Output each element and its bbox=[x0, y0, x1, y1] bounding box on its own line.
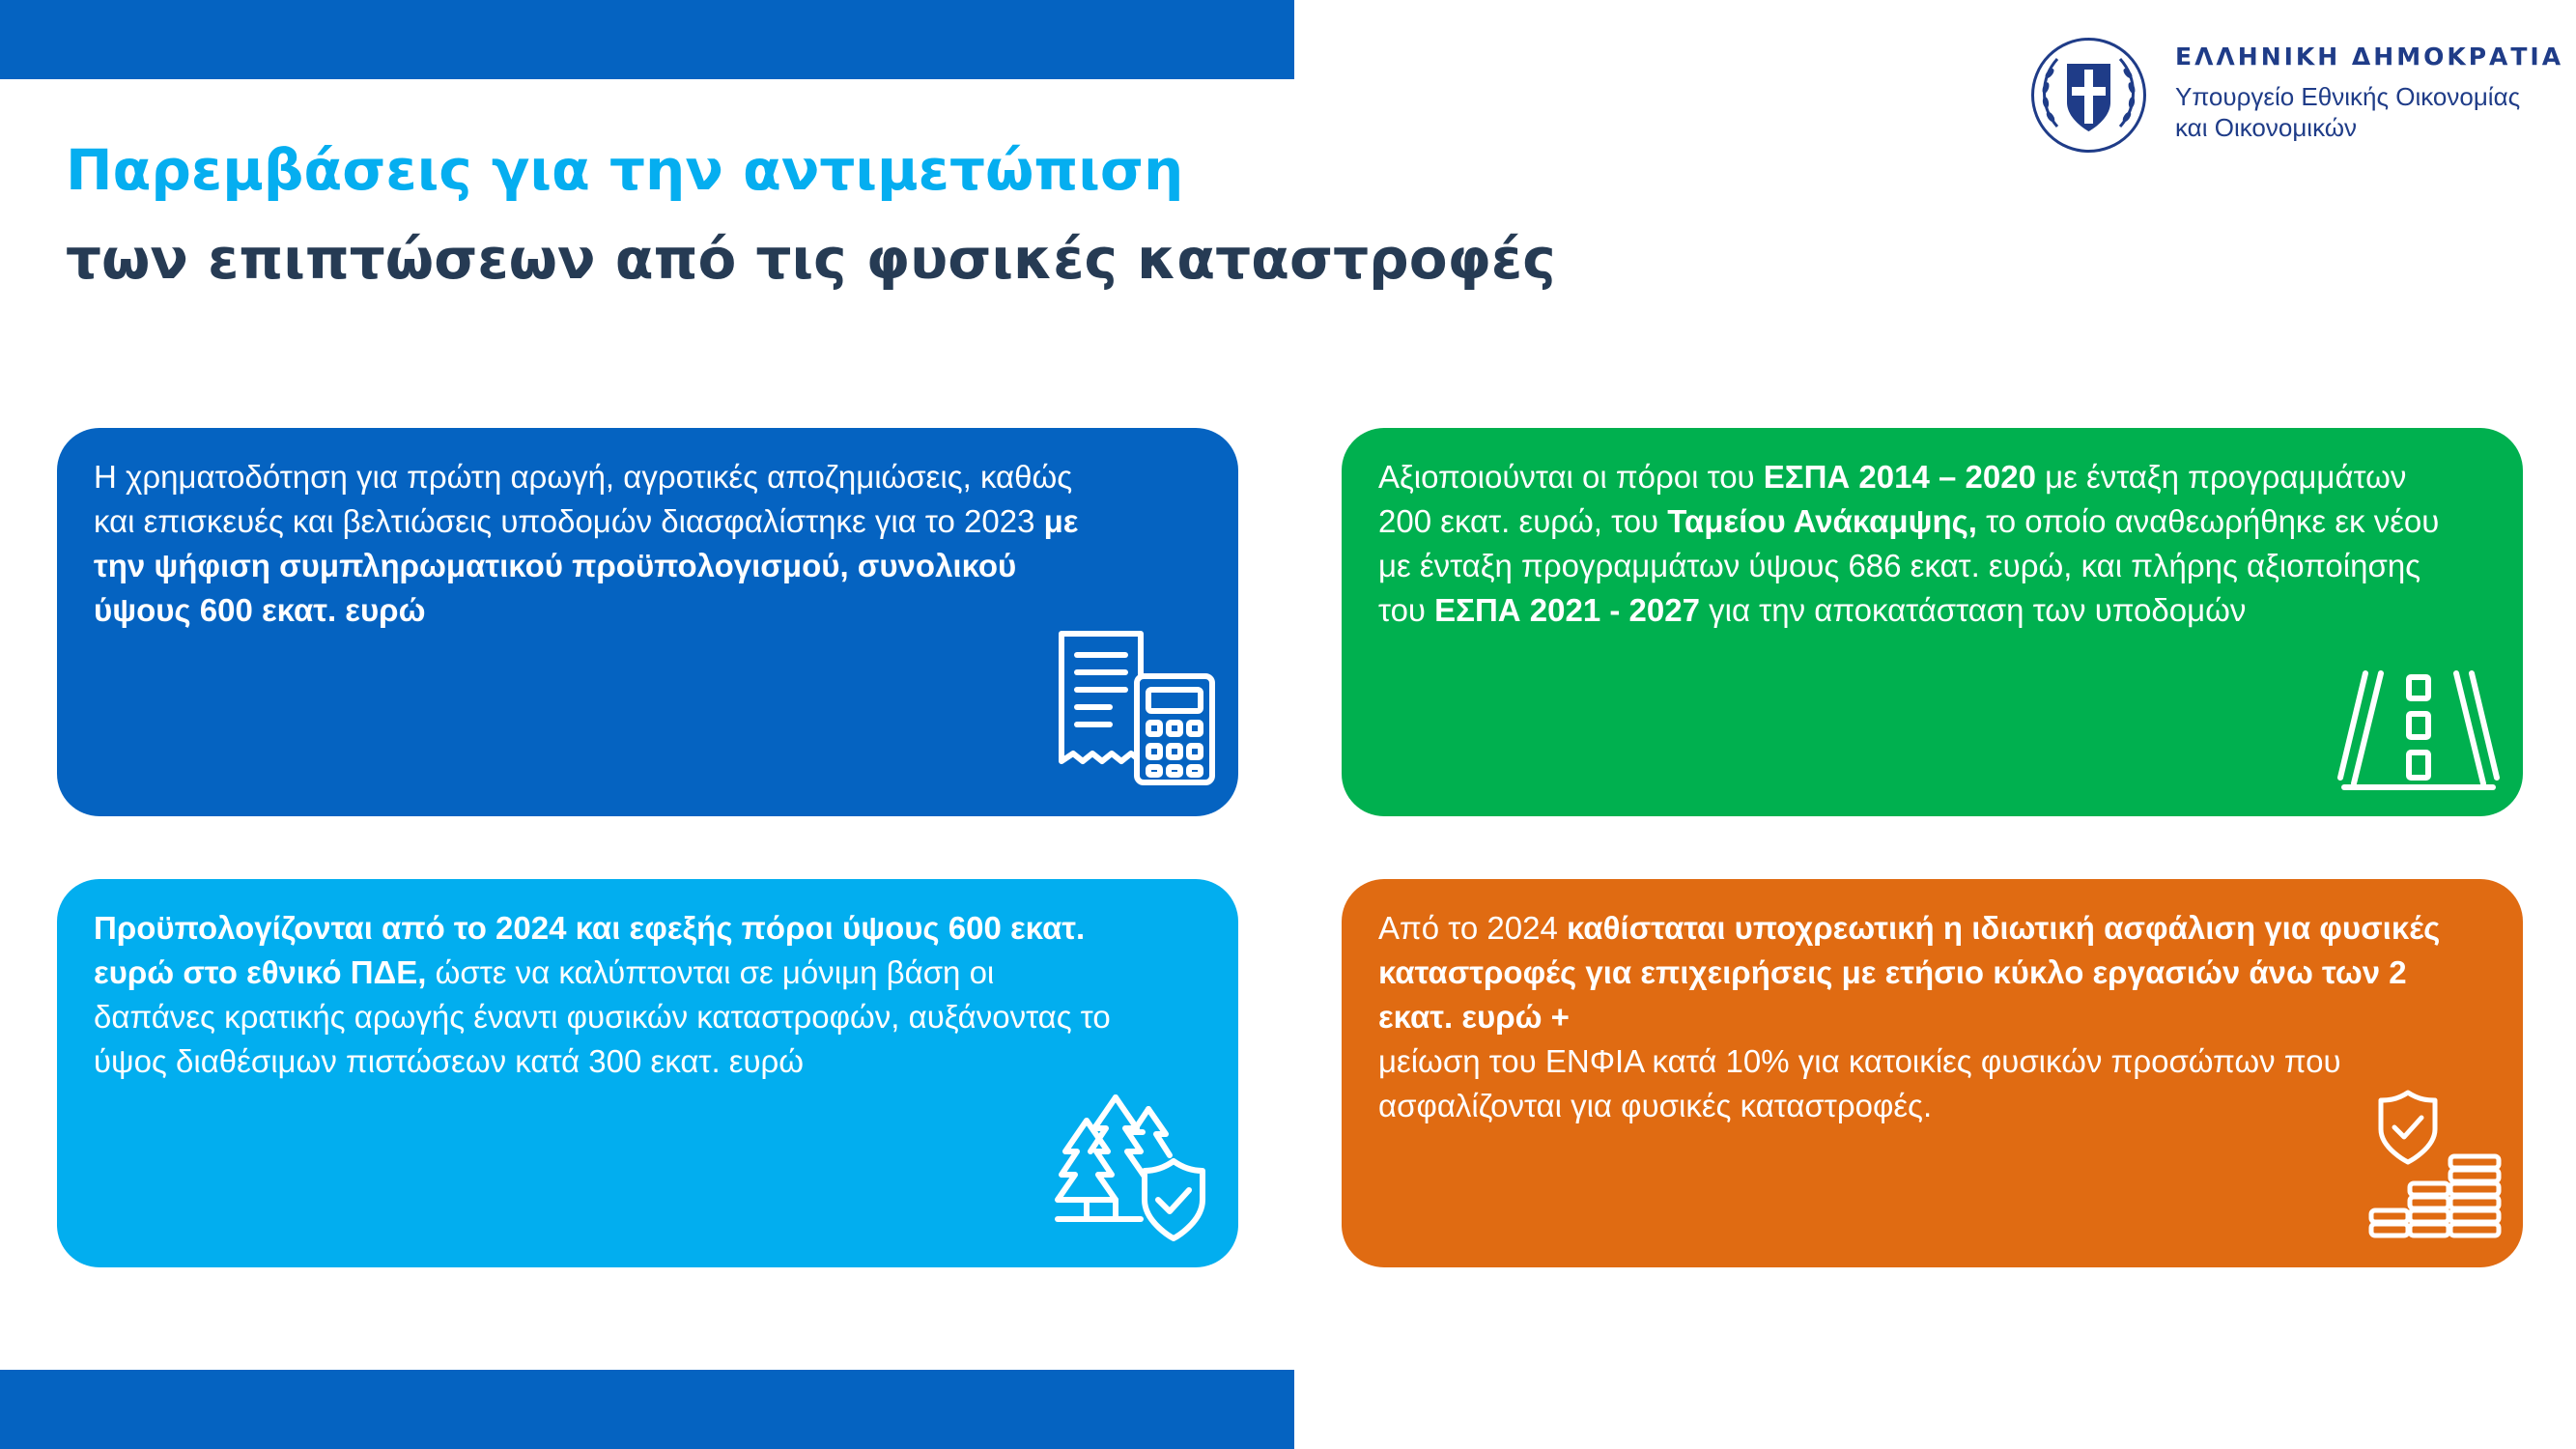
card-text-regular: Από το 2024 bbox=[1378, 910, 1567, 946]
road-icon bbox=[2336, 669, 2501, 795]
card-text-regular: για την αποκατάσταση των υποδομών bbox=[1699, 592, 2247, 628]
card-private-insurance bbox=[1342, 879, 2523, 1267]
card-text-bold: Ταμείου Ανάκαμψης, bbox=[1667, 503, 1977, 539]
card-text-bold: καθίσταται υποχρεωτική η ιδιωτική ασφάλιση για φυσικές καταστροφές για επιχειρήσεις με ετήσιο κύκλο εργασιών άνω των 2 εκατ. ευρώ + bbox=[1378, 910, 2441, 1035]
card-text-regular: το οποίο αναθεωρήθηκε εκ νέου με ένταξη προγραμμάτων ύψους 686 εκατ. ευρώ, και πλήρης αξιοποίησης του bbox=[1378, 503, 2440, 628]
card-text bbox=[1378, 906, 2460, 1128]
page-title bbox=[66, 126, 1556, 303]
title-line-1: Παρεμβάσεις για την αντιμετώπιση bbox=[66, 137, 1184, 203]
document-calculator-icon bbox=[1052, 626, 1221, 790]
card-text-bold: ΕΣΠΑ 2021 - 2027 bbox=[1434, 592, 1700, 628]
card-text-bold: Προϋπολογίζονται από το 2024 και εφεξής πόροι ύψους 600 εκατ. ευρώ στο εθνικό ΠΔΕ, bbox=[94, 910, 1086, 990]
top-accent-bar bbox=[0, 0, 1294, 79]
card-text bbox=[1378, 455, 2460, 633]
card-text-regular: ώστε να καλύπτονται σε μόνιμη βάση οι δαπάνες κρατικής αρωγής έναντι φυσικών καταστροφών, αυξάνοντας το ύψος διαθέσιμων πιστώσεων κατά 300 εκατ. ευρώ bbox=[94, 954, 1111, 1079]
card-text bbox=[94, 906, 1118, 1084]
greek-emblem-icon bbox=[2028, 35, 2149, 156]
card-supplementary-budget bbox=[57, 428, 1238, 816]
card-text bbox=[94, 455, 1118, 633]
card-text-regular: μείωση του ΕΝΦΙΑ κατά 10% για κατοικίες φυσικών προσώπων που ασφαλίζονται για φυσικές καταστροφές. bbox=[1378, 1043, 2341, 1123]
shield-coins-icon bbox=[2365, 1087, 2510, 1246]
card-espa-funds bbox=[1342, 428, 2523, 816]
card-text-bold: με την ψήφιση συμπληρωματικού προϋπολογισμού, συνολικού ύψους 600 εκατ. ευρώ bbox=[94, 503, 1079, 628]
card-text-regular: Αξιοποιούνται οι πόροι του bbox=[1378, 459, 1764, 495]
forest-shield-icon bbox=[1052, 1092, 1216, 1251]
card-text-bold: ΕΣΠΑ 2014 – 2020 bbox=[1763, 459, 2036, 495]
country-name: ΕΛΛΗΝΙΚΗ ΔΗΜΟΚΡΑΤΙΑ bbox=[2175, 43, 2564, 71]
bottom-accent-bar bbox=[0, 1370, 1294, 1449]
card-pde-resources bbox=[57, 879, 1238, 1267]
ministry-line-2: και Οικονομικών bbox=[2175, 113, 2358, 142]
title-line-2: των επιπτώσεων από τις φυσικές καταστροφές bbox=[66, 226, 1556, 292]
card-text-regular: Η χρηματοδότηση για πρώτη αρωγή, αγροτικές αποζημιώσεις, καθώς και επισκευές και βελτιώσεις υποδομών διασφαλίστηκε για το 2023 bbox=[94, 459, 1073, 539]
card-text-regular: με ένταξη προγραμμάτων 200 εκατ. ευρώ, του bbox=[1378, 459, 2407, 539]
ministry-name bbox=[2175, 81, 2520, 143]
ministry-logo bbox=[2028, 35, 2564, 156]
ministry-line-1: Υπουργείο Εθνικής Οικονομίας bbox=[2175, 82, 2521, 111]
